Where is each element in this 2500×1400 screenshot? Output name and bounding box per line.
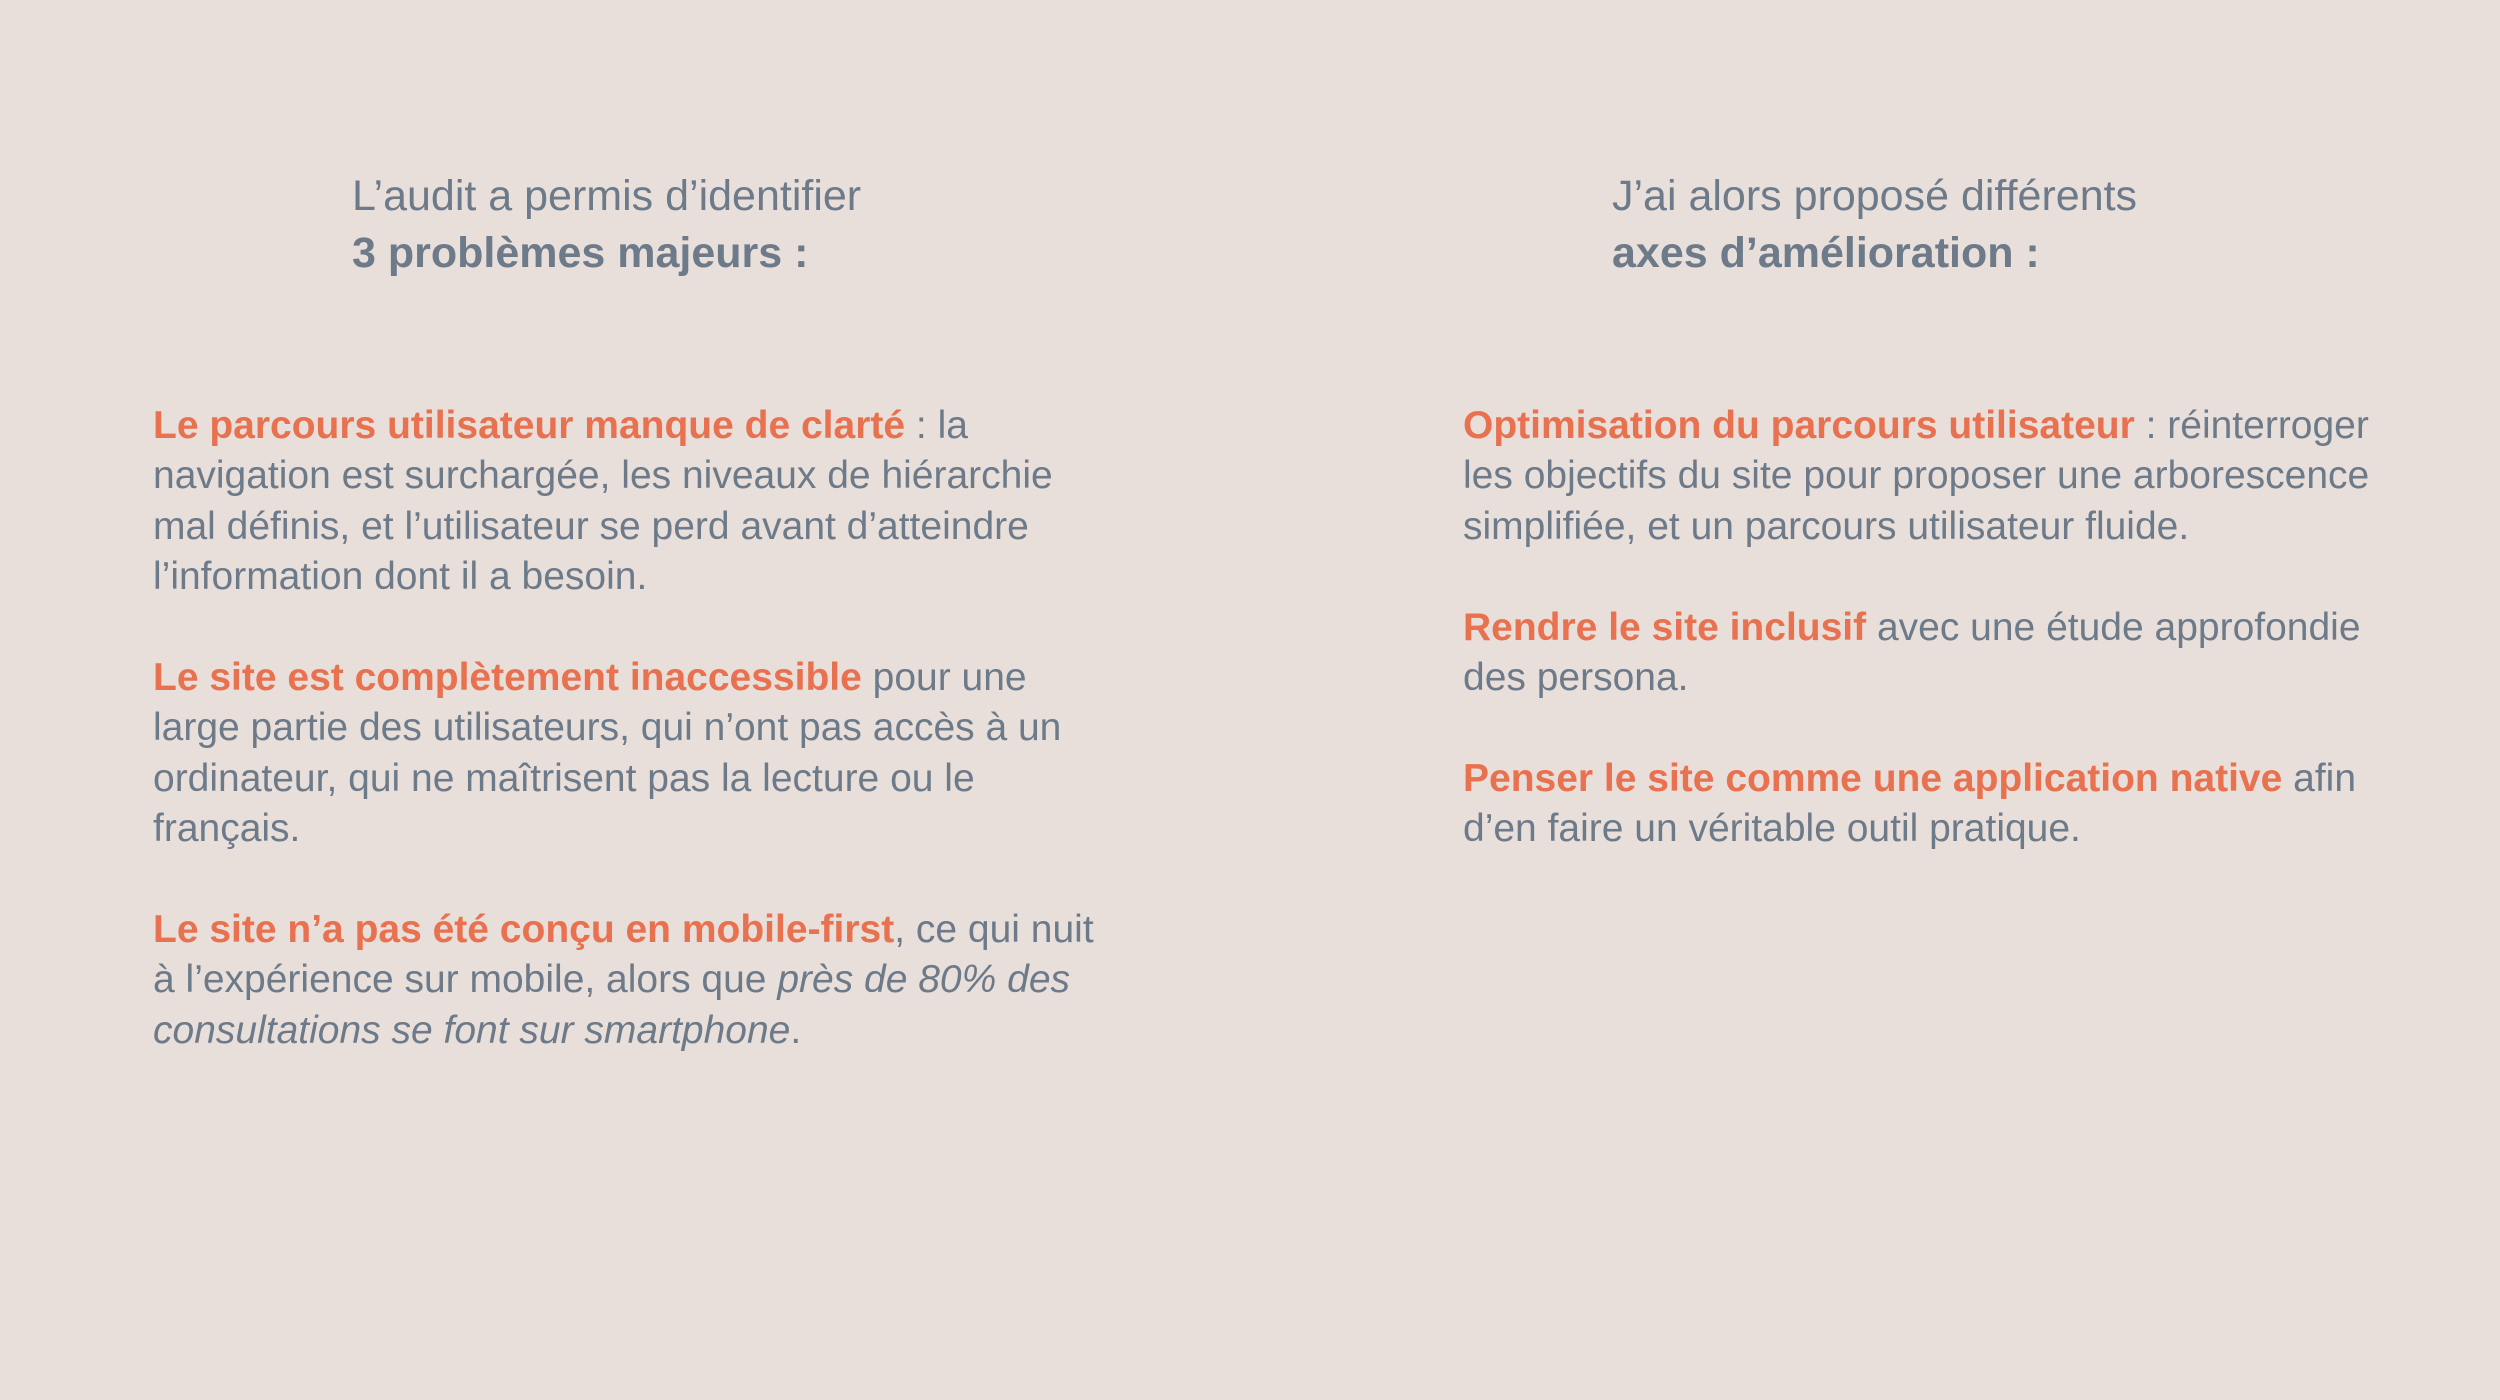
improvement-text: afin d’en faire un véritable outil pratique. (1463, 756, 2357, 851)
improvements-list (1463, 401, 2393, 905)
improvement-item-native-app (1463, 754, 2393, 855)
improvement-text: avec une étude approfondie des persona. (1463, 605, 2361, 700)
problem-highlight: Le site n’a pas été conçu en mobile-first (153, 908, 895, 952)
improvement-highlight: Penser le site comme une application native (1463, 756, 2283, 800)
improvement-item-journey (1463, 401, 2393, 552)
improvement-highlight: Optimisation du parcours utilisateur (1463, 404, 2135, 447)
problem-text: , ce qui nuit à l’expérience sur mobile, alors que (153, 908, 1094, 1002)
improvements-heading-line1: J’ai alors proposé différents (1612, 172, 2138, 220)
problem-italic-stat: près de 80% des consultations se font sur smartphone (153, 958, 1071, 1052)
problem-text: pour une large partie des utilisateurs, qui n’ont pas accès à un ordinateur, qui ne maîtrisent pas la lecture ou le français. (153, 656, 1062, 851)
improvements-heading-line2: axes d’amélioration : (1612, 229, 2040, 277)
problem-item-clarity (153, 401, 1113, 603)
problem-text-end: . (790, 1008, 802, 1052)
problem-item-mobile-first (153, 905, 1113, 1056)
problems-heading-line2: 3 problèmes majeurs : (352, 229, 809, 277)
problem-highlight: Le parcours utilisateur manque de clarté (153, 404, 906, 447)
improvement-text: : réinterroger les objectifs du site pour proposer une arborescence simplifiée, et un parcours utilisateur fluide. (1463, 404, 2370, 548)
problems-heading (352, 168, 861, 282)
problem-text: : la navigation est surchargée, les niveaux de hiérarchie mal définis, et l’utilisateur se perd avant d’atteindre l’information dont il a besoin. (153, 404, 1053, 599)
improvements-heading (1612, 168, 2137, 282)
problem-highlight: Le site est complètement inaccessible (153, 656, 862, 700)
problem-item-accessibility (153, 653, 1113, 855)
problems-heading-line1: L’audit a permis d’identifier (352, 172, 862, 220)
improvement-highlight: Rendre le site inclusif (1463, 605, 1867, 649)
problems-list (153, 401, 1113, 1107)
improvement-item-inclusive (1463, 603, 2393, 704)
